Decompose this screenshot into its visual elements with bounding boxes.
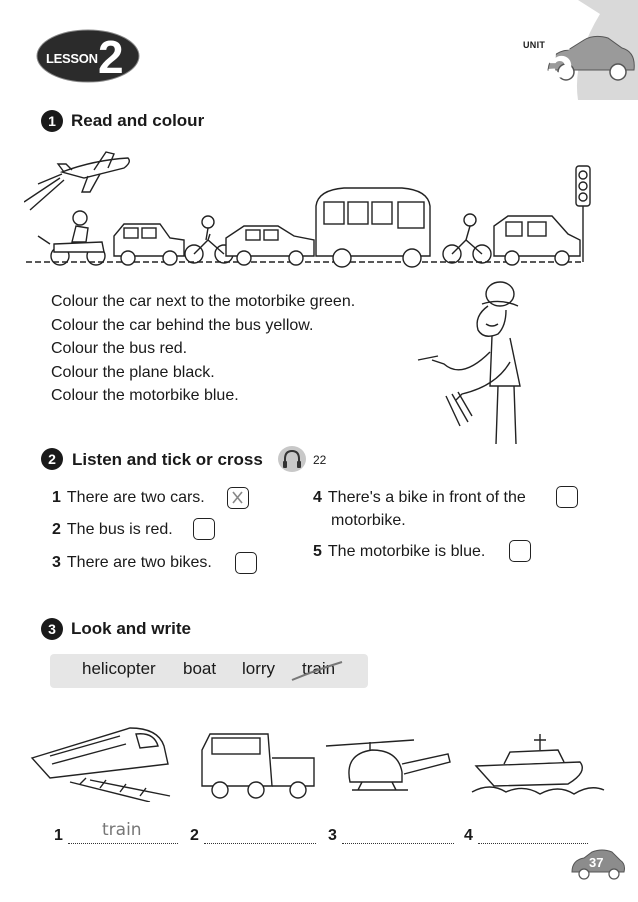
statement-number: 4 <box>313 489 322 506</box>
car-3-drawing <box>494 216 580 265</box>
unit-number: 5 <box>547 35 573 87</box>
car-2-drawing <box>226 226 314 265</box>
bus-drawing <box>316 188 430 267</box>
answer-line-2[interactable] <box>204 826 316 844</box>
statement-item <box>52 521 173 539</box>
statement-number: 2 <box>52 521 61 538</box>
answer-number: 2 <box>190 827 199 844</box>
section-2-number: 2 <box>41 448 63 470</box>
answer-handwriting: train <box>102 820 142 840</box>
traffic-scene-illustration <box>24 144 600 272</box>
answer-box[interactable] <box>193 518 215 540</box>
statement-text: There are two cars. <box>66 489 205 506</box>
section-1-number: 1 <box>41 110 63 132</box>
audio-headphones-icon[interactable] <box>277 445 307 473</box>
statement-number: 1 <box>52 489 61 506</box>
answer-box-crossed[interactable] <box>227 487 249 509</box>
instruction-line: Colour the plane black. <box>51 364 215 381</box>
lorry-drawing <box>198 728 316 800</box>
answer-number: 3 <box>328 827 337 844</box>
statement-text-continued: motorbike. <box>331 512 406 529</box>
statement-text: The bus is red. <box>66 521 173 538</box>
cyclist-2-drawing <box>443 214 491 263</box>
cross-mark-icon <box>228 488 247 507</box>
word-bank-word-crossed-out: train <box>302 659 336 678</box>
statement-item <box>313 489 526 507</box>
statement-text: There are two bikes. <box>66 554 212 571</box>
man-with-crayons-illustration <box>412 276 524 446</box>
statement-item <box>52 554 212 572</box>
instruction-line: Colour the motorbike blue. <box>51 387 239 404</box>
word-bank-word: helicopter <box>82 659 156 678</box>
instruction-line: Colour the car behind the bus yellow. <box>51 317 314 334</box>
instruction-line: Colour the car next to the motorbike green. <box>51 293 356 310</box>
train-drawing <box>30 718 180 802</box>
section-3-number: 3 <box>41 618 63 640</box>
unit-label: UNIT <box>523 40 546 50</box>
word-bank-word: lorry <box>242 659 276 678</box>
statement-number: 3 <box>52 554 61 571</box>
car-1-drawing <box>114 224 184 265</box>
answer-number: 4 <box>464 827 473 844</box>
answer-number: 1 <box>54 827 63 844</box>
helicopter-drawing <box>322 734 454 806</box>
answer-box[interactable] <box>556 486 578 508</box>
answer-line-3[interactable] <box>342 826 454 844</box>
statement-text: There's a bike in front of the <box>327 489 526 506</box>
statement-text: The motorbike is blue. <box>327 543 486 560</box>
motorbike-drawing <box>38 211 105 265</box>
answer-box[interactable] <box>509 540 531 562</box>
answer-box[interactable] <box>235 552 257 574</box>
statement-item <box>313 543 485 561</box>
strike-through-mark <box>286 656 348 686</box>
statement-number: 5 <box>313 543 322 560</box>
section-2-title: Listen and tick or cross <box>72 450 263 469</box>
plane-drawing <box>24 152 129 210</box>
audio-track-number: 22 <box>313 453 327 467</box>
section-1-title: Read and colour <box>71 111 205 130</box>
page-number: 37 <box>589 855 604 870</box>
lesson-number: 2 <box>98 31 124 83</box>
lesson-label: LESSON <box>46 51 98 66</box>
boat-drawing <box>470 730 608 802</box>
word-bank-word: boat <box>183 659 217 678</box>
statement-item <box>52 489 205 507</box>
section-3-title: Look and write <box>71 619 191 638</box>
answer-line-4[interactable] <box>478 826 588 844</box>
instruction-line: Colour the bus red. <box>51 340 188 357</box>
